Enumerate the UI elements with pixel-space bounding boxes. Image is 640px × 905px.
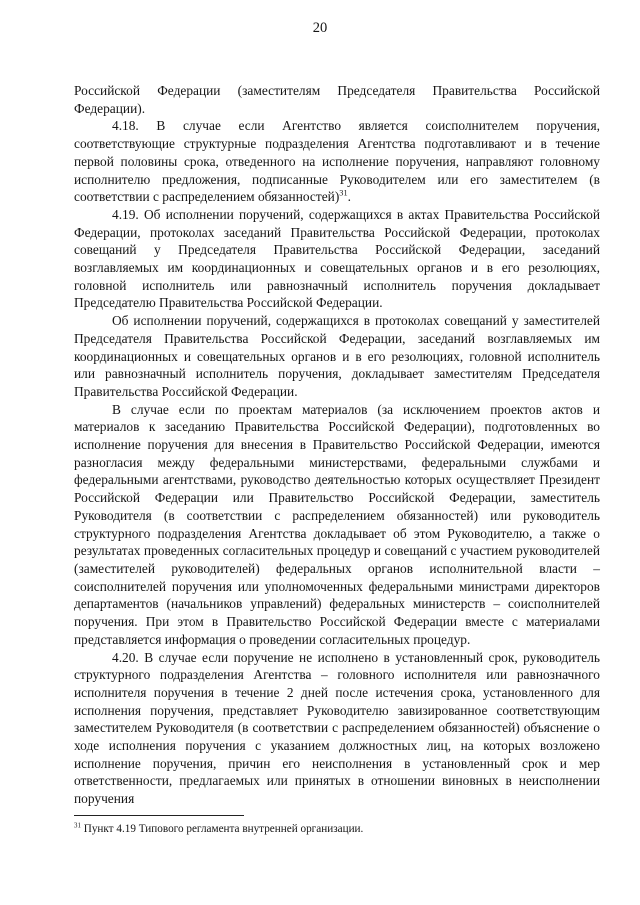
- paragraph: 4.19. Об исполнении поручений, содержащихся в актах Правительства Российской Федерации, протоколах заседаний Правительства Российской Федерации, протоколах совещаний у Председателя Правительства Российской Федерации, заседаний возглавляемых им координационных и совещательных органов и в его резолюциях, головной исполнитель или равнозначный исполнитель поручения докладывает Председателю Правительства Российской Федерации.: [74, 206, 600, 311]
- paragraph-text: 4.18. В случае если Агентство является соисполнителем поручения, соответствующие структурные подразделения Агентства подготавливают и в течение первой половины срока, отведенного на исполнение поручения, направляют головному исполнителю предложения, подписанные Руководителем или его заместителем (в соответствии с распределением обязанностей): [74, 118, 600, 205]
- paragraph: 4.20. В случае если поручение не исполнено в установленный срок, руководитель структурного подразделения Агентства – головного исполнителя или равнозначного исполнителя поручения в течение 2 дней после истечения срока, установленного для исполнения поручения, представляет Руководителю завизированное соответствующим заместителем Руководителя (в соответствии с распределением обязанностей) объяснение о ходе исполнения поручения с указанием должностных лиц, на которых возложено исполнение поручения, причин его неисполнения в установленный срок и мер ответственности, предлагаемых или принятых в отношении виновных в неисполнении поручения: [74, 649, 600, 807]
- page-number: 20: [312, 20, 328, 36]
- paragraph: Российской Федерации (заместителям Председателя Правительства Российской Федерации).: [74, 83, 600, 116]
- footnote-reference[interactable]: 31: [339, 188, 348, 198]
- paragraph: [74, 117, 600, 206]
- footnote: [74, 822, 600, 836]
- footnote-text: Пункт 4.19 Типового регламента внутренней организации.: [83, 823, 364, 835]
- footnote-number: 31: [74, 821, 81, 830]
- paragraph: Об исполнении поручений, содержащихся в протоколах совещаний у заместителей Председателя Правительства Российской Федерации, заседаний возглавляемых им координационных и совещательных органов и в его резолюциях, головной исполнитель или равнозначный исполнитель поручения, докладывает заместителям Председателя Правительства Российской Федерации.: [74, 313, 600, 399]
- paragraph-end: .: [347, 189, 351, 205]
- paragraph: В случае если по проектам материалов (за исключением проектов актов и материалов к заседанию Правительства Российской Федерации), подготовленных во исполнение поручения для внесения в Правительство Российской Федерации, имеются разногласия между федеральными министерствами, федеральными службами и федеральными агентствами, руководство деятельностью которых осуществляет Президент Российской Федерации или Правительство Российской Федерации, заместитель Руководителя (в соответствии с распределением обязанностей) или руководитель структурного подразделения Агентства докладывает об этом Руководителю, а также о результатах проведенных согласительных процедур и совещаний с участием руководителей (заместителей руководителей) федеральных органов исполнительной власти – соисполнителей поручения или уполномоченных федеральными министрами директоров департаментов (начальников управлений) федеральных министерств – соисполнителей поручения. При этом в Правительство Российской Федерации вместе с материалами представляется информация о проведении согласительных процедур.: [74, 401, 600, 647]
- footnote-divider: [74, 815, 244, 816]
- document-body: [74, 82, 600, 808]
